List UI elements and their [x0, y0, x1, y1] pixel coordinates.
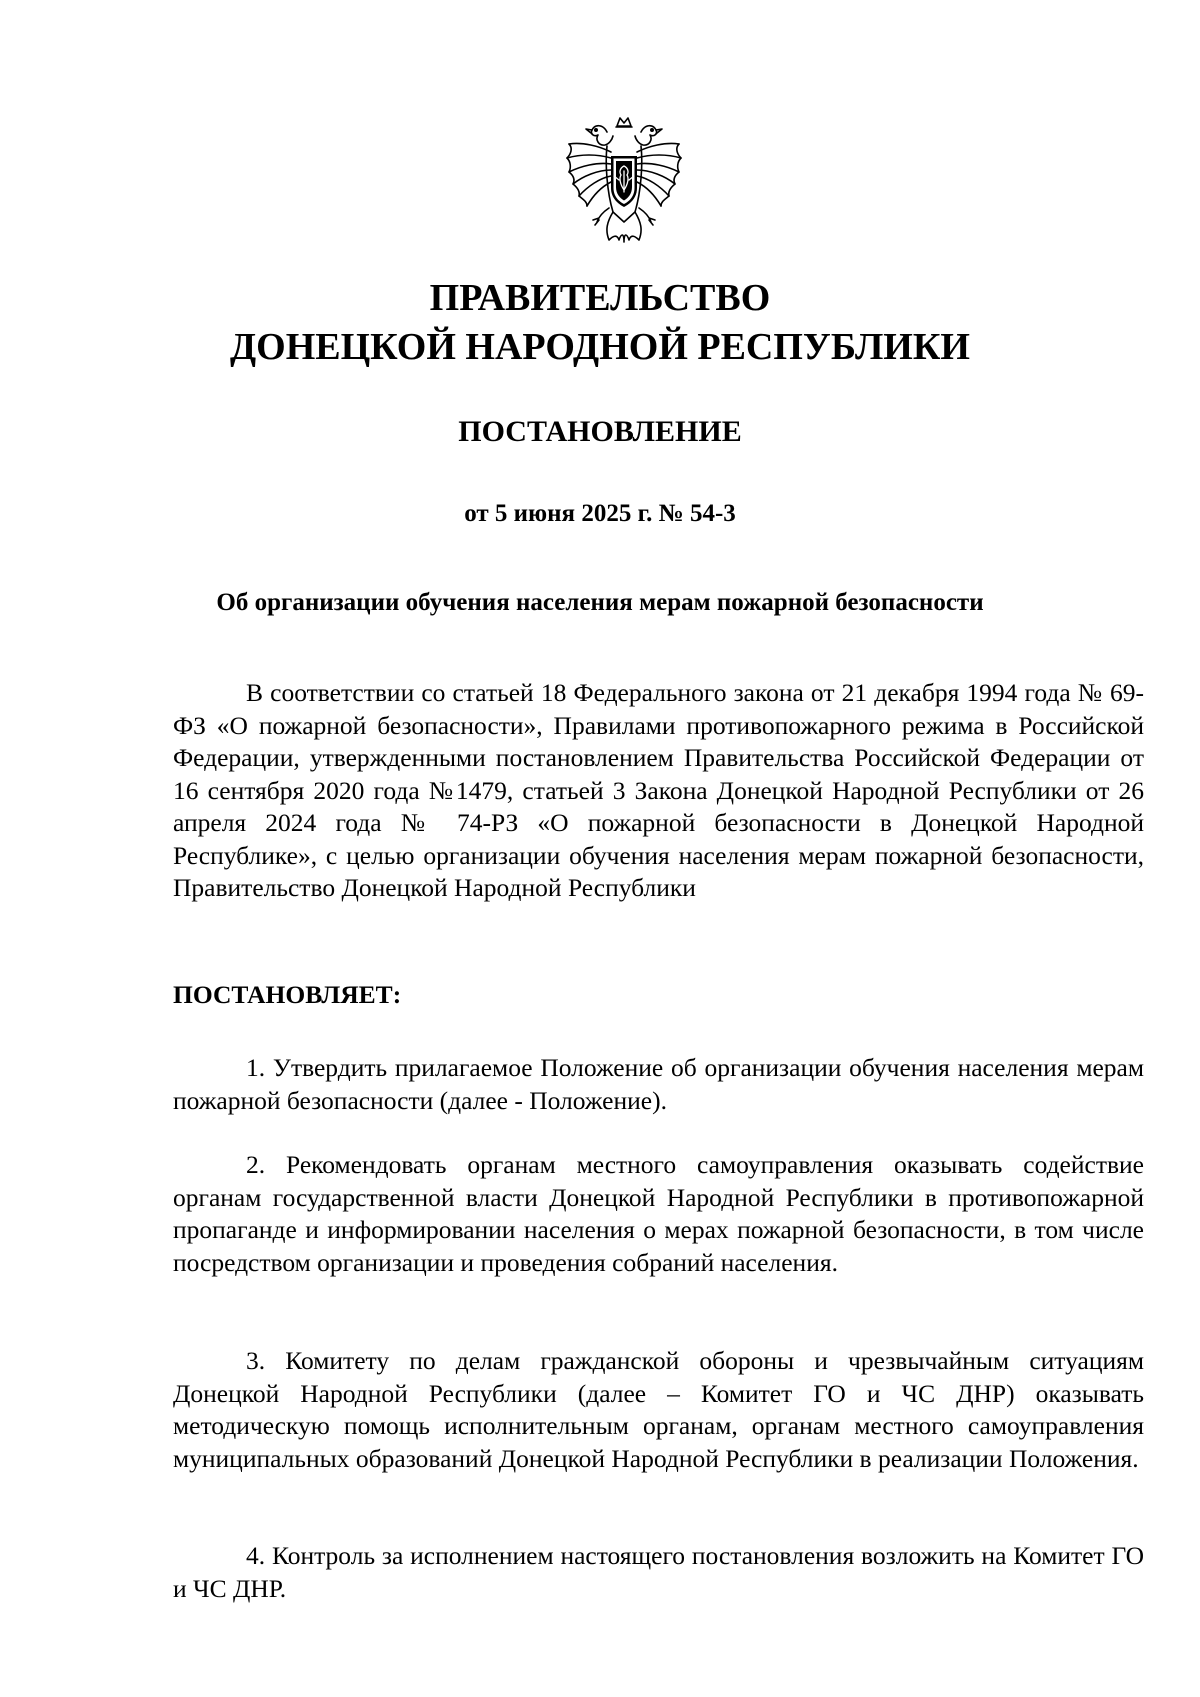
coat-of-arms-emblem — [563, 112, 685, 258]
clause-4: 4. Контроль за исполнением настоящего постановления возложить на Комитет ГО и ЧС ДНР. — [173, 1541, 1144, 1603]
clause-1: 1. Утвердить прилагаемое Положение об организации обучения населения мерам пожарной безопасности (далее - Положение). — [173, 1053, 1144, 1115]
document-subject: Об организации обучения населения мерам пожарной безопасности — [216, 589, 984, 616]
document-type: ПОСТАНОВЛЕНИЕ — [458, 415, 742, 448]
resolves-heading: ПОСТАНОВЛЯЕТ: — [173, 980, 402, 1009]
government-title-line1: ПРАВИТЕЛЬСТВО — [429, 277, 771, 319]
document-date-number: от 5 июня 2025 г. № 54-3 — [464, 500, 736, 527]
government-title-line2: ДОНЕЦКОЙ НАРОДНОЙ РЕСПУБЛИКИ — [230, 326, 970, 368]
clause-2: 2. Рекомендовать органам местного самоуправления оказывать содействие органам государственной власти Донецкой Народной Республики в противопожарной пропаганде и информировании населения о мерах пожарной безопасности, в том числе посредством организации и проведения собраний населения. — [173, 1150, 1144, 1277]
clause-3: 3. Комитету по делам гражданской обороны и чрезвычайным ситуациям Донецкой Народной Республики (далее – Комитет ГО и ЧС ДНР) оказывать методическую помощь исполнительным органам, органам местного самоуправления муниципальных образований Донецкой Народной Республики в реализации Положения. — [173, 1346, 1144, 1473]
preamble-paragraph: В соответствии со статьей 18 Федерального закона от 21 декабря 1994 года № 69-ФЗ «О пожарной безопасности», Правилами противопожарного режима в Российской Федерации, утвержденными постановлением Правительства Российской Федерации от 16 сентября 2020 года №1479, статьей 3 Закона Донецкой Народной Республики от 26 апреля 2024 года № 74-РЗ «О пожарной безопасности в Донецкой Народной Республике», с целью организации обучения населения мерам пожарной безопасности, Правительство Донецкой Народной Республики — [173, 678, 1144, 902]
